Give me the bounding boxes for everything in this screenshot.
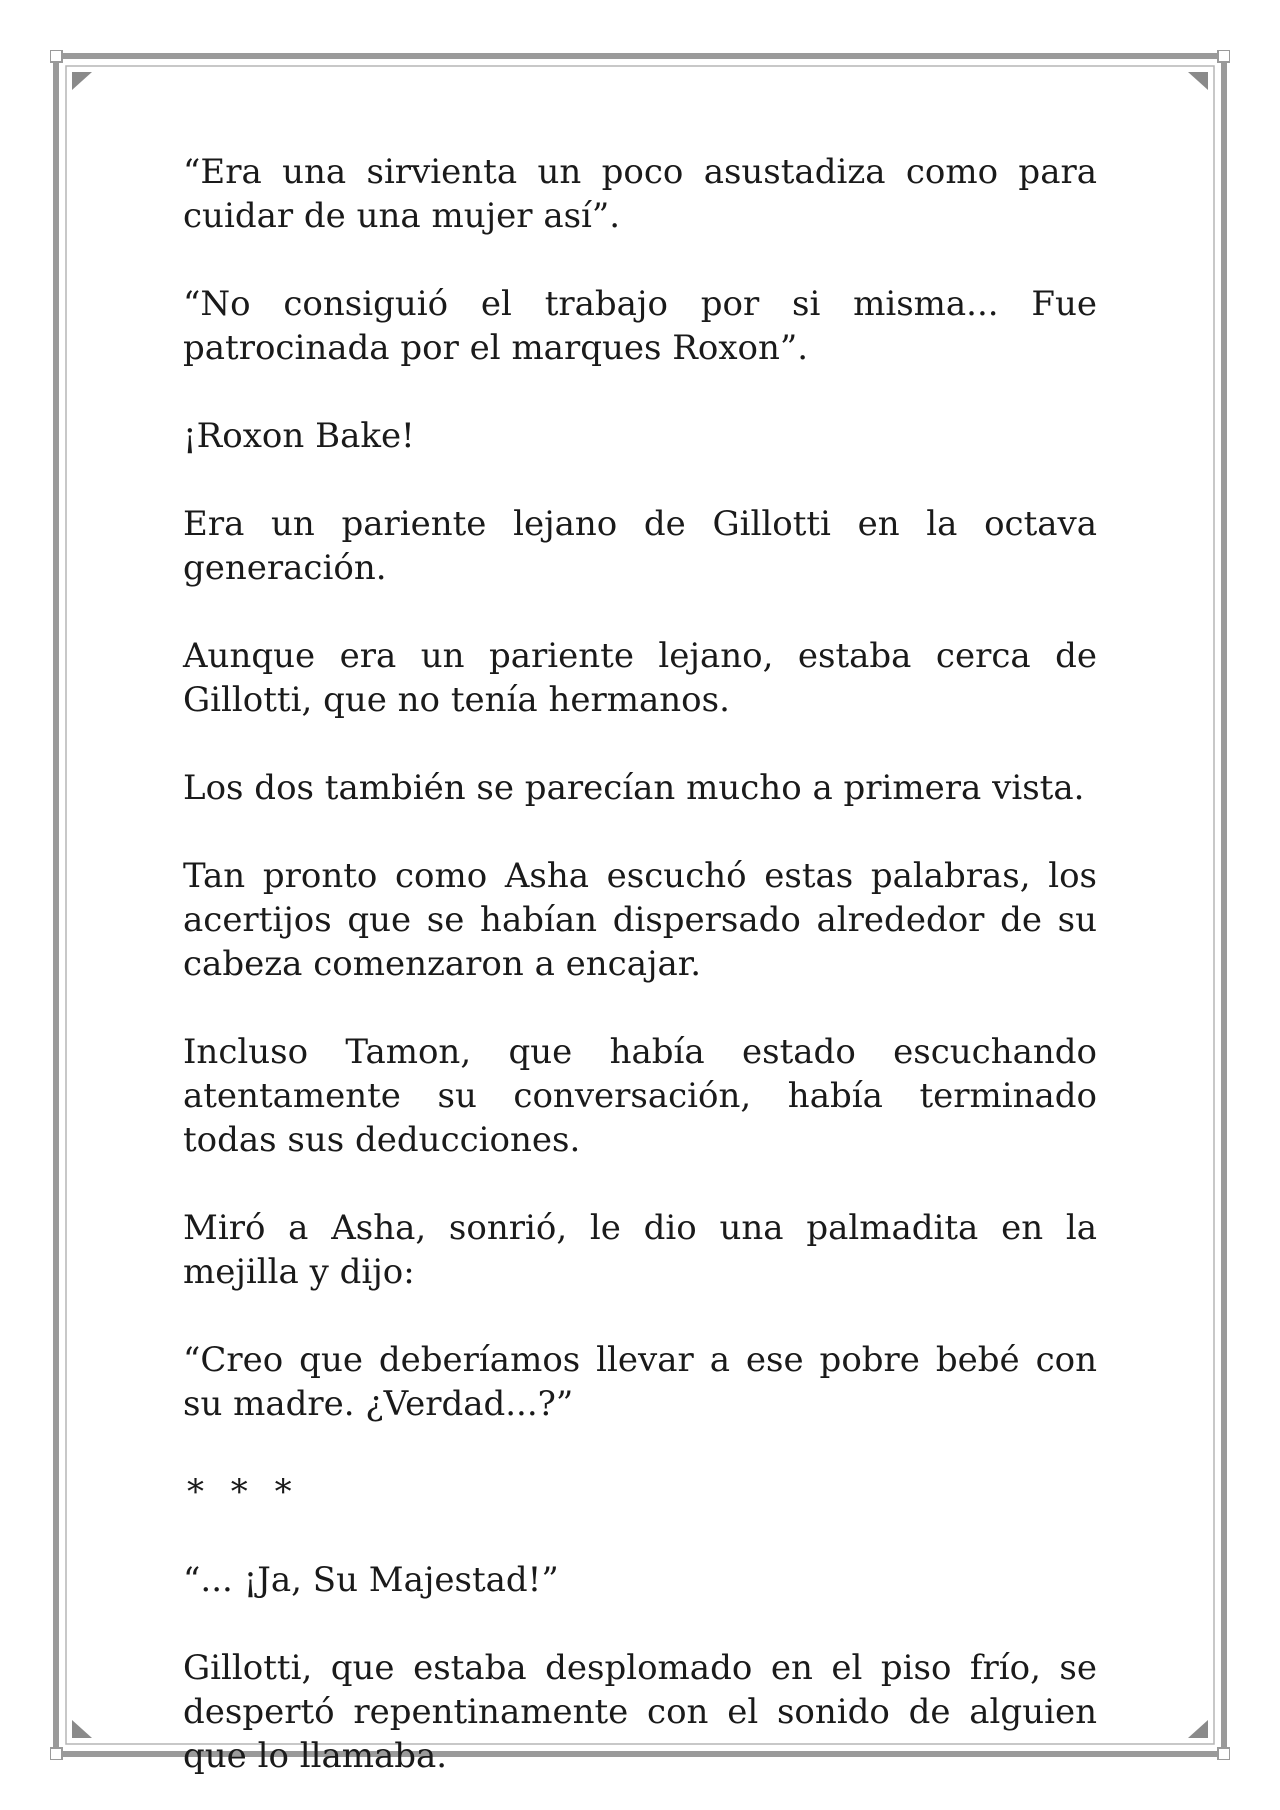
paragraph: Incluso Tamon, que había estado escuchando atentamente su conversación, había terminado todas sus deducciones. — [183, 1032, 1097, 1160]
paragraph: ¡Roxon Bake! — [183, 416, 415, 456]
document-body — [183, 150, 1097, 1778]
paragraph: “... ¡Ja, Su Majestad!” — [183, 1560, 559, 1600]
paragraph: Miró a Asha, sonrió, le dio una palmadita en la mejilla y dijo: — [183, 1208, 1097, 1292]
paragraph: Aunque era un pariente lejano, estaba cerca de Gillotti, que no tenía hermanos. — [183, 636, 1097, 720]
paragraph: “Creo que deberíamos llevar a ese pobre bebé con su madre. ¿Verdad...?” — [183, 1340, 1097, 1424]
paragraph: “No consiguió el trabajo por si misma... Fue patrocinada por el marques Roxon”. — [183, 284, 1097, 368]
paragraph: Era un pariente lejano de Gillotti en la octava generación. — [183, 504, 1097, 588]
paragraph: Los dos también se parecían mucho a primera vista. — [183, 768, 1085, 808]
paragraph: “Era una sirvienta un poco asustadiza como para cuidar de una mujer así”. — [183, 152, 1097, 236]
paragraph: Tan pronto como Asha escuchó estas palabras, los acertijos que se habían dispersado alrededor de su cabeza comenzaron a encajar. — [183, 856, 1097, 984]
paragraph: Gillotti, que estaba desplomado en el piso frío, se despertó repentinamente con el sonido de alguien que lo llamaba. — [183, 1648, 1097, 1776]
scene-separator: * * * — [187, 1472, 300, 1512]
